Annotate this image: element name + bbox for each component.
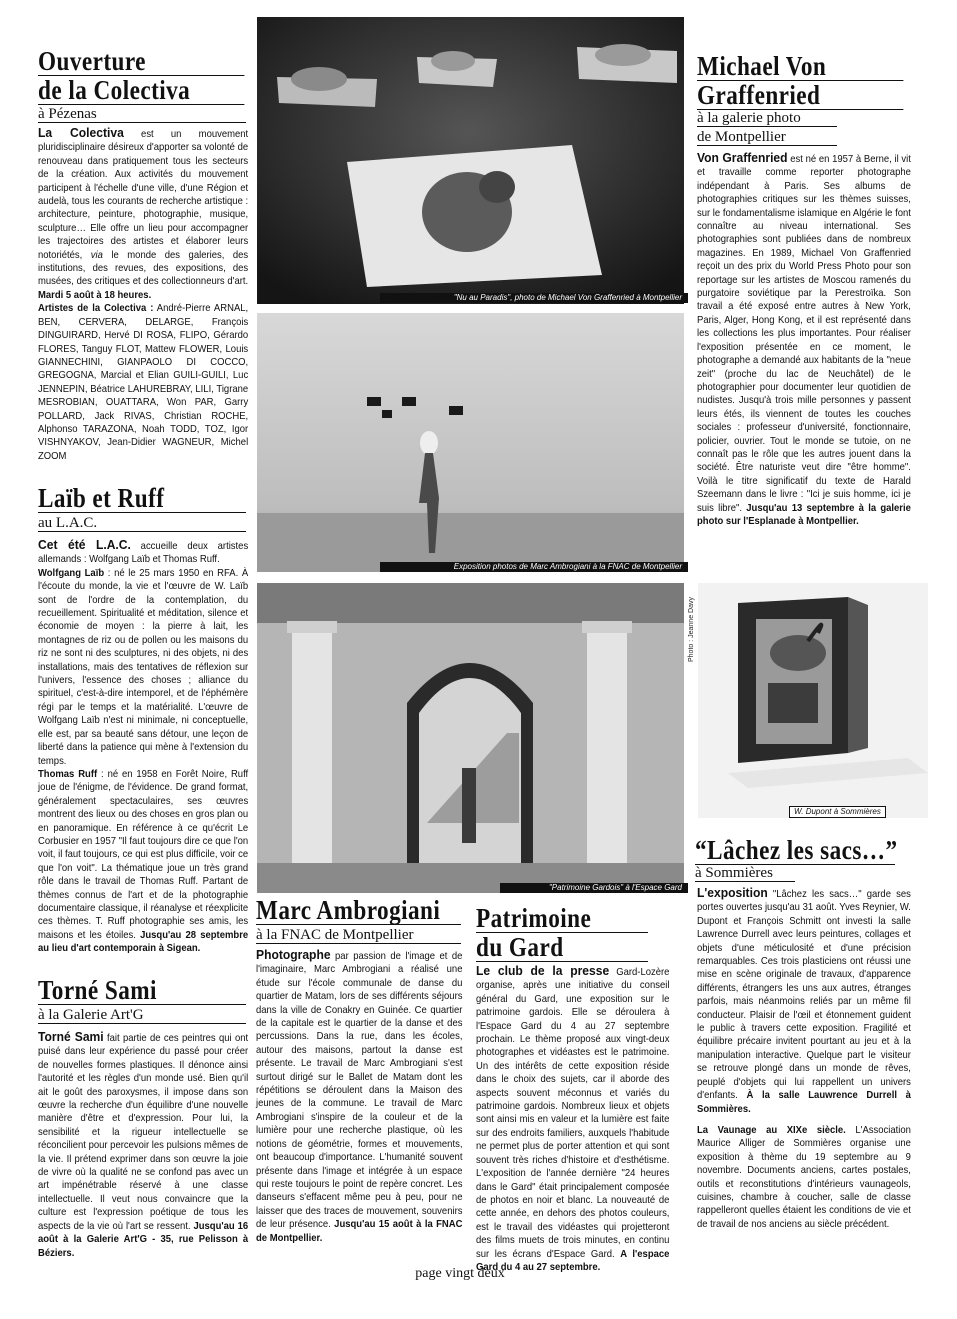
ambrogiani-body [256, 948, 462, 1258]
colectiva-body [38, 126, 248, 466]
lachez-text: "Lâchez les sacs…" garde ses portes ouvertes jusqu'au 31 août. Yves Reynier, W. Dupont et François Schmitt ont investi la salle Lawrence Durrell avec leurs peintures, collages et objets d'une méticulosité et d'une précision remarquables. Ces trois plasticiens ont réussi une mise en scène originale de travaux, d'apparence différents, étrangers les uns aux autres, étranges parfois, mais néanmoins reliés par un même fil conducteur. Plaisir de l'œil et étonnement guident le public à travers cette exposition. Fragilité et équilibre précaire invitent pourtant au jeu et à la manipulation interactive. Quelque part le visiteur se retrouve plongé dans un monde de rêves, peuplé d'objets qui lui rappellent un univers d'enfants. [697, 889, 911, 1102]
torne-title-rule [38, 1004, 246, 1005]
laib-p2: : né en 1958 en Forêt Noire, Ruff joue de l'énigme, de l'évidence. De grand format, généralement spectaculaires, ses œuvres montrent des lieux ou des choses en gros plan ou en panoramique. En référence à ce qu'écrit Le Corbusier en 1957 "Il faut toujours dire ce que l'on voit, il faut toujours, ce qui est plus difficile, voir ce que l'on voit". La thématique joue un très grand rôle dans le travail de Thomas Ruff. Partant de thèmes connus de l'art et de la photographie documentaire classique, il réanalyse et réexplicite ces thèmes. T. Ruff photographie ses amis, les maisons et les étoiles. [38, 768, 249, 941]
graffenried-body [697, 151, 911, 561]
laib-p1-name: Wolfgang Laïb [38, 567, 105, 579]
torne-text: fait partie de ces peintres qui ont puisé dans leur expérience du passé pour créer de nouvelles formes plastiques. Il dénonce ainsi l'autorité et les règles d'un monde usé. Bien qu'il ait le goût des paroxysmes, il impose dans son œuvre la recherche d'un équilibre d'une nouvelle manière d'être et d'expression. Pour lui, la sensibilité et la rigueur intellectuelle se réconcilient pour percevoir les pulsions mêmes de la vie. Il prétend exprimer dans son œuvre la joie de vivre où la qualité ne se confond pas avec un art impénétrable réservé à une classe intellectuelle. Il veut nous convaincre que la culture est l'expression poétique de tous les aspects de la vie où l'art se ressent. [38, 1033, 249, 1232]
colectiva-title-line2: de la Colectiva [38, 76, 244, 105]
vaunage-text: L'Association Maurice Alliger de Sommières organise une exposition à thème du 19 septembre au 9 novembre. Documents anciens, cartes postales, outils et reconstitutions d'intérieurs vaunageols, cuisines, chambre à coucher, salle de classe rappelleront quelles étaient les conditions de vie et de travail de nos anciens au siècle précédent. [697, 1124, 911, 1230]
graffenried-text: est né en 1957 à Berne, il vit et travaille comme reporter photographe indépendant à Paris. Ses albums de photographies critiques sur les thèmes suisses, sur le fondamentalisme islamique en Algérie le font connaître au niveau international. Ses photographies sont publiées dans de nombreux magazines. En 1989, Michael Von Graffenried reçoit un des prix du World Press Photo pour son reportage sur les artistes de Moscou ramenés du purgatoire soviétique par la Perestroïka. Son travail a été exposé entre autres à New York, Paris, Alger, Hong Kong, et il est représenté dans les collections les plus importantes. Pour réaliser l'exposition présentée en ce moment, le photographe a demandé aux habitants de la "neue zeit" (proche du lac de Neuchâtel) de le photographier pour documenter leur quotidien de nudistes. Jusqu'à trois mille personnes y passent leurs étés, ils viennent de toutes les couches sociales : professeur d'université, fonctionnaire, policier, ouvrier. Tout le monde se tutoie, on ne connaît pas le rôle que les autres jouent dans la société. Être naturiste veut dire "être homme". Voilà le titre significatif du texte de Harald Szeemann dans le livre : "Ici je suis homme, ici je suis libre". [697, 154, 911, 514]
laib-p1: : né le 25 mars 1950 en RFA. À l'écoute du monde, la vie et l'œuvre de W. Laïb sont de l'ordre de la contemplation, du recueillement. Spiritualité et méditation, silence et économie de moyen : la pierre à lait, les montagnes de riz ou de pollen ou les maisons du riz ne sont ni des sculptures, ni des objets, ni des installations, mais des tentatives de réflexion sur l'univers, l'essence des choses ; alliance du spirituel, c'est-à-dire intemporel, et de l'éphémère régi par le temps et la matérialité. L'œuvre de Wolfgang Laïb n'est ni minimale, ni conceptuelle, elle est, par sa beauté sans détour, une leçon de liberté dans la patience qui mène à l'extension du temps. [38, 567, 249, 767]
laib-subtitle-rule [38, 531, 246, 532]
colectiva-artists-label: Artistes de la Colectiva : [38, 303, 154, 315]
ambrogiani-exhibit-photo [257, 313, 684, 572]
graffenried-closing: Jusqu'au 13 septembre à la galerie photo sur l'Esplanade à Montpellier. [697, 502, 911, 527]
colectiva-text1: est un mouvement pluridisciplinaire désireux d'apporter sa volonté de renouveau dans pratiquement tous les secteurs de la création. Aux activités du mouvement participent à l'échelle d'une ville, d'une Région et audelà, tous les courants de recherche artistique : architecture, peinture, photographie, musique, sculpture… Elle offre un lieu pour accompagner les trajectoires des artistes et élaborer leurs notoriétés, [38, 129, 249, 261]
dupont-sculpture-photo [698, 583, 928, 818]
ambrogiani-subtitle: à la FNAC de Montpellier [256, 928, 461, 944]
lachez-lead: L'exposition [697, 885, 768, 900]
graffenried-title [697, 52, 903, 110]
patrimoine-title-line2: du Gard [476, 933, 648, 962]
lachez-body [697, 886, 911, 1266]
patrimoine-title-line1: Patrimoine [476, 904, 648, 933]
laib-intro: accueille deux artistes allemands : Wolfgang Laïb et Thomas Ruff. [38, 541, 249, 566]
laib-subtitle: au L.A.C. [38, 515, 98, 531]
page-footer: page vingt deux [415, 1266, 505, 1281]
laib-title-rule [38, 512, 246, 513]
photo-credit: Photo : Jeanne Davy [688, 597, 695, 662]
laib-body [38, 538, 248, 958]
ambrogiani-exhibit-caption: Exposition photos de Marc Ambrogiani à la FNAC de Montpellier [380, 562, 688, 572]
colectiva-subtitle: à Pézenas [38, 107, 246, 123]
nu-au-paradis-photo [257, 17, 684, 304]
dupont-caption: W. Dupont à Sommières [789, 806, 886, 818]
colectiva-lead: La Colectiva [38, 125, 124, 140]
colectiva-text2: le monde des galeries, des institutions, des revues, des expositions, des musées, des critiques et des collectionneurs d'art. [38, 249, 249, 288]
patrimoine-gardois-image [257, 583, 684, 893]
graffenried-title-line2: Graffenried [697, 81, 903, 110]
colectiva-title [38, 47, 244, 105]
torne-closing: Jusqu'au 16 août à la Galerie Art'G - 35, rue Pelisson à Béziers. [38, 1220, 249, 1259]
graffenried-subtitle-line2: de Montpellier [697, 130, 837, 146]
patrimoine-lead: Le club de la presse [476, 963, 610, 978]
ambrogiani-closing: Jusqu'au 15 août à la FNAC de Montpellier. [256, 1219, 463, 1244]
colectiva-date: Mardi 5 août à 18 heures. [38, 289, 152, 301]
laib-lead: Cet été L.A.C. [38, 537, 131, 552]
patrimoine-gardois-photo [257, 583, 684, 893]
graffenried-lead: Von Graffenried [697, 150, 788, 165]
nu-au-paradis-caption: "Nu au Paradis", photo de Michael Von Graffenried à Montpellier [380, 293, 688, 303]
patrimoine-title [476, 904, 648, 962]
laib-closing: Jusqu'au 28 septembre au lieu d'art contemporain à Sigean. [38, 929, 249, 955]
colectiva-via: via [90, 249, 103, 261]
dupont-sculpture-image [698, 583, 928, 818]
patrimoine-gardois-caption: "Patrimoine Gardois" à l'Espace Gard [500, 883, 688, 893]
lachez-closing: À la salle Lauwrence Durrell à Sommières. [697, 1090, 911, 1115]
patrimoine-body [476, 963, 670, 1273]
ambrogiani-text: par passion de l'image et de l'imaginaire, Marc Ambrogiani a réalisé une étude sur l'école communale de danse du quartier de Matam, lors de ses différents séjours dans la ville de Conakry en Guinée. Ce quartier de la capitale est le quartier de la danse et des percussions. Dans la rue, dans les écoles, autour des maisons, partout la danse est présente. Le travail de Marc Ambrogiani s'est surtout dirigé sur le Ballet de Matam dont les répétitions se déroulent dans la Maison des jeunes de la commune. Le travail de Marc Ambrogiani s'inspire de la couleur et de la lumière pour une recherche plastique, où les notions de géométrie, formes et mouvements, ont beaucoup d'importance. L'humanité souvent présente dans l'image et intégrée à un espace qui reste toujours le point de repère concret. Les danseurs s'effacent même peu à peu, pour ne laisser que des traces de mouvement, souvenirs de leur présence. [256, 951, 463, 1231]
torne-subtitle: à la Galerie Art'G [38, 1008, 246, 1024]
patrimoine-closing: A l'espace Gard du 4 au 27 septembre. [476, 1248, 670, 1273]
laib-p2-name: Thomas Ruff [38, 768, 98, 780]
laib-title: Laïb et Ruff [38, 483, 165, 513]
torne-body [38, 1030, 248, 1260]
ambrogiani-lead: Photographe [256, 947, 331, 962]
lachez-subtitle: à Sommières [695, 866, 795, 882]
graffenried-subtitle-line1: à la galerie photo [697, 111, 837, 127]
torne-lead: Torné Sami [38, 1029, 104, 1044]
graffenried-title-line1: Michael Von [697, 52, 903, 81]
ambrogiani-title-rule [256, 924, 461, 925]
torne-title: Torné Sami [38, 975, 157, 1005]
ambrogiani-exhibit-image [257, 313, 684, 572]
vaunage-lead: La Vaunage au XIXe siècle. [697, 1124, 846, 1136]
patrimoine-text: Gard-Lozère organise, après une initiative du conseil général du Gard, une exposition sur le patrimoine gardois. Elle se déroulera à l'Espace Gard du 4 au 27 septembre prochain. Le thème proposé aux vingt-deux photographes et vidéastes est le patrimoine. Un des intérêts de cette exposition réside dans le choix des sujets, car il aborde des aspects souvent méconnus et variés du patrimoine gardois. Nombreux lieux et objets sont ainsi mis en valeur et la lumière est faite sur des endroits familiers, auxquels l'habitude ne permet plus de porter attention et qui sont souvent très riches d'histoire et d'esthétisme. L'exposition de l'année dernière "24 heures dans le Gard" était principalement composée de photos en noir et blanc. La nouveauté de cette année, en dehors des photos couleurs, est le travail des vidéastes qui projetteront des films muets de trois minutes, en continu sur les écrans d'Espace Gard. [476, 967, 670, 1260]
lachez-title: “Lâchez les sacs…” [695, 835, 898, 865]
colectiva-artists: André-Pierre ARNAL, BEN, CERVERA, DELARGE, François DINGUIRARD, Hervé DI ROSA, FLIPO, Gérardo FLORES, Tanguy FLOT, Mattew FLOWER, Louis GIANNECHINI, GIANPAOLO DI COCCO, GREGOGNA, Marcial et Elian GUILI-GUILI, Luc JENNEPIN, Béatrice LAHUREBRAY, LILI, Tigrane MESROBIAN, OUATTARA, Won PAR, Garry POLLARD, Jack RIVAS, Christian ROCHE, Alphonso TARAZONA, Noah TODD, TOZ, Igor VISHNYAKOV, Jean-Didier WAGNEUR, Michel ZOOM [38, 303, 249, 462]
colectiva-title-line1: Ouverture [38, 47, 244, 76]
ambrogiani-title: Marc Ambrogiani [256, 895, 441, 925]
nu-au-paradis-image [257, 17, 684, 304]
